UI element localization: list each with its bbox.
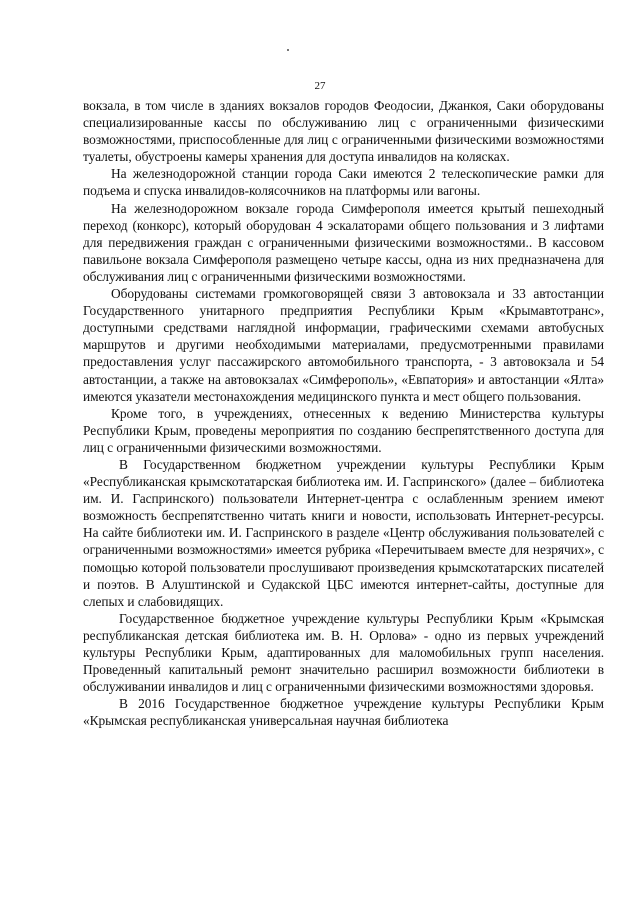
document-body [83, 97, 604, 729]
paragraph-7: Государственное бюджетное учреждение культуры Республики Крым «Крымская республиканская детская библиотека им. В. Н. Орлова» - одно из первых учреждений культуры Республики Крым, адаптированных для маломобильных групп населения. Проведенный капитальный ремонт значительно расширил возможности библиотеки в обслуживании инвалидов и лиц с ограниченными физическими возможностями здоровья. [83, 610, 604, 695]
paragraph-4: Оборудованы системами громкоговорящей связи 3 автовокзала и 33 автостанции Государственного унитарного предприятия Республики Крым «Крымавтотранс», доступными средствами наглядной информации, графическими схемами автобусных маршрутов и другими необходимыми материалами, предусмотренными правилами предоставления услуг пассажирского автомобильного транспорта, - 3 автовокзала и 54 автостанции, а также на автовокзалах «Симферополь», «Евпатория» и автостанции «Ялта» имеются указатели местонахождения медицинского пункта и мест общего пользования. [83, 286, 604, 404]
scan-speck [287, 49, 289, 51]
paragraph-2: На железнодорожной станции города Саки имеются 2 телескопические рамки для подъема и спуска инвалидов-колясочников на платформы или вагоны. [83, 166, 604, 199]
paragraph-8: В 2016 Государственное бюджетное учреждение культуры Республики Крым «Крымская республиканская универсальная научная библиотека [83, 696, 604, 729]
paragraph-6: В Государственном бюджетном учреждении культуры Республики Крым «Республиканская крымскотатарская библиотека им. И. Гаспринского» (далее – библиотека им. И. Гаспринского) пользователи Интернет-центра с ослабленным зрением имеют возможность беспрепятственно читать книги и новости, использовать Интернет-ресурсы. На сайте библиотеки им. И. Гаспринского в разделе «Центр обслуживания пользователей с ограниченными возможностями» имеется рубрика «Перечитываем вместе для незрячих», с помощью которой пользователи прослушивают произведения крымскотатарских писателей и поэтов. В Алуштинской и Судакской ЦБС имеются интернет-сайты, доступные для слепых и слабовидящих. [83, 456, 604, 609]
paragraph-5: Кроме того, в учреждениях, отнесенных к ведению Министерства культуры Республики Крым, проведены мероприятия по созданию беспрепятственного доступа для лиц с ограниченными физическими возможностями. [83, 405, 604, 455]
paragraph-1: вокзала, в том числе в зданиях вокзалов городов Феодосии, Джанкоя, Саки оборудованы специализированные кассы по обслуживанию лиц с ограниченными физическими возможностями, приспособленные для лиц с ограниченными физическими возможностями туалеты, обустроены камеры хранения для доступа инвалидов на колясках. [83, 98, 604, 165]
paragraph-3: На железнодорожном вокзале города Симферополя имеется крытый пешеходный переход (конкорс), который оборудован 4 эскалаторами общего пользования и 3 лифтами для передвижения граждан с ограниченными физическими возможностями.. В кассовом павильоне вокзала Симферополя размещено четыре кассы, одна из них предназначена для обслуживания лиц с ограниченными физическими возможностями. [83, 200, 604, 284]
page-number: 27 [314, 80, 326, 92]
